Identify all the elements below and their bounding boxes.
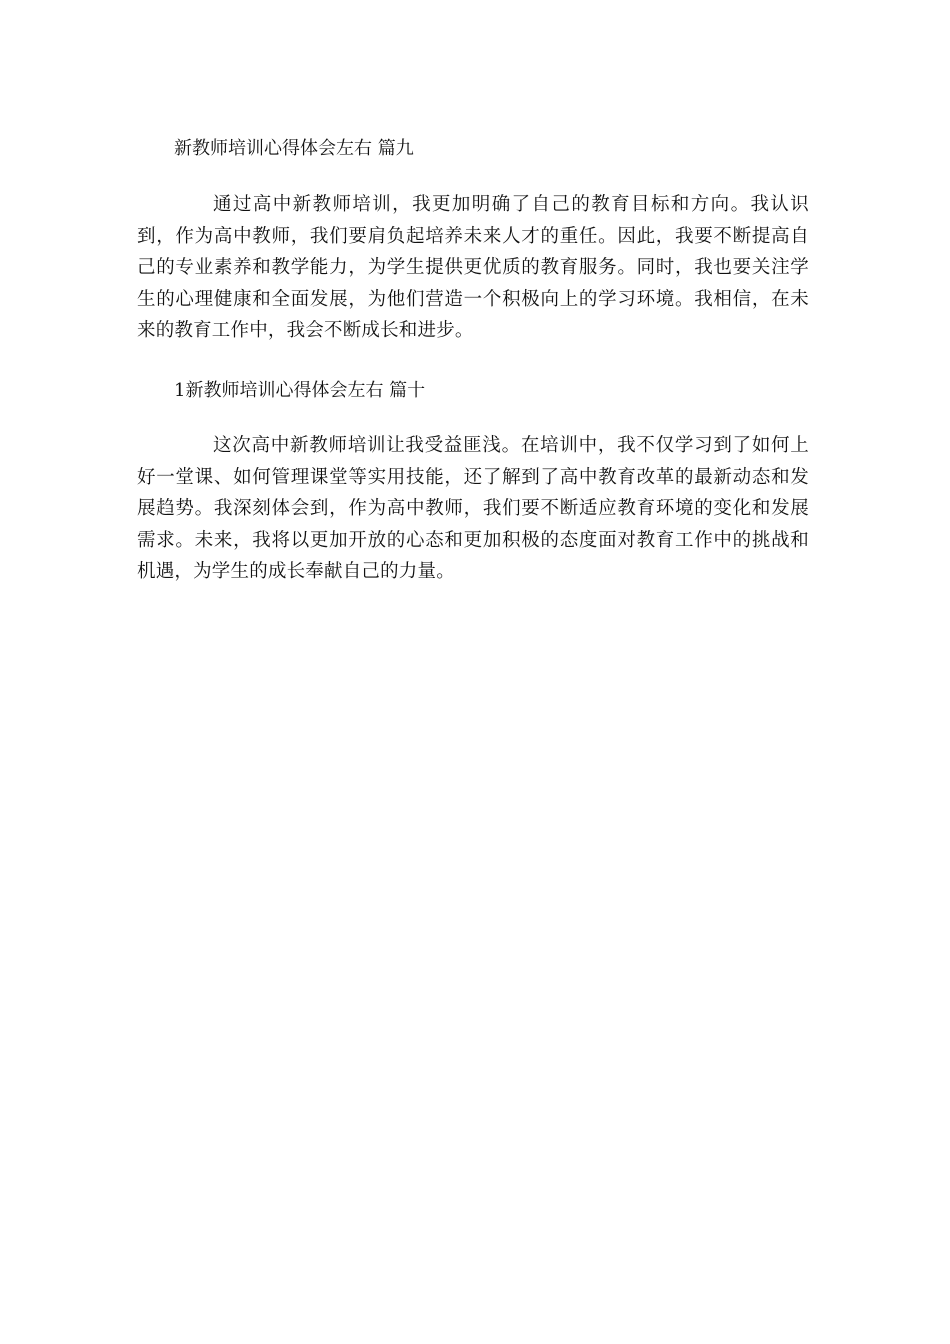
section-heading-10: 1新教师培训心得体会左右 篇十	[174, 380, 426, 401]
section-paragraph-9: 通过高中新教师培训，我更加明确了自己的教育目标和方向。我认识到，作为高中教师，我们要肩负起培养未来人才的重任。因此，我要不断提高自己的专业素养和教学能力，为学生提供更优质的教育服务。同时，我也要关注学生的心理健康和全面发展，为他们营造一个积极向上的学习环境。我相信，在未来的教育工作中，我会不断成长和进步。	[137, 194, 809, 341]
section-paragraph-10: 这次高中新教师培训让我受益匪浅。在培训中，我不仅学习到了如何上好一堂课、如何管理课堂等实用技能，还了解到了高中教育改革的最新动态和发展趋势。我深刻体会到，作为高中教师，我们要不断适应教育环境的变化和发展需求。未来，我将以更加开放的心态和更加积极的态度面对教育工作中的挑战和机遇，为学生的成长奉献自己的力量。	[137, 435, 809, 582]
section-heading-9: 新教师培训心得体会左右 篇九	[174, 138, 414, 159]
